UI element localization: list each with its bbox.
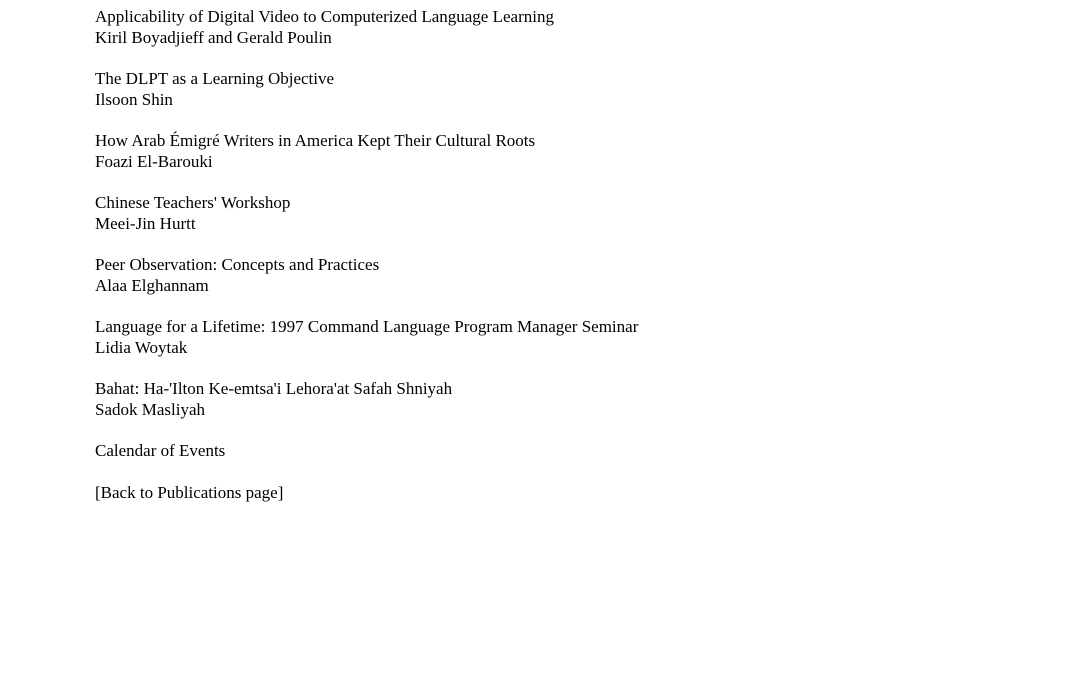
list-item <box>95 378 995 420</box>
calendar-of-events-link[interactable]: Calendar of Events <box>95 441 226 460</box>
list-item <box>95 254 995 296</box>
back-to-publications-link[interactable]: [Back to Publications page] <box>95 483 284 502</box>
list-item <box>95 316 995 358</box>
article-title-link[interactable]: Peer Observation: Concepts and Practices <box>95 255 380 274</box>
article-author: Meei-Jin Hurtt <box>95 214 196 233</box>
list-item <box>95 68 995 110</box>
list-item <box>95 130 995 172</box>
article-author: Ilsoon Shin <box>95 90 173 109</box>
article-author: Lidia Woytak <box>95 338 188 357</box>
article-title-link[interactable]: Applicability of Digital Video to Computerized Language Learning <box>95 7 554 26</box>
article-author: Kiril Boyadjieff and Gerald Poulin <box>95 28 332 47</box>
list-item <box>95 192 995 234</box>
article-title-link[interactable]: The DLPT as a Learning Objective <box>95 69 335 88</box>
list-item <box>95 6 995 48</box>
article-author: Foazi El-Barouki <box>95 152 213 171</box>
article-list <box>95 6 995 524</box>
article-author: Sadok Masliyah <box>95 400 206 419</box>
article-title-link[interactable]: How Arab Émigré Writers in America Kept Their Cultural Roots <box>95 131 536 150</box>
article-title-link[interactable]: Chinese Teachers' Workshop <box>95 193 291 212</box>
article-title-link[interactable]: Bahat: Ha-'Ilton Ke-emtsa'i Lehora'at Safah Shniyah <box>95 379 453 398</box>
article-author: Alaa Elghannam <box>95 276 209 295</box>
article-title-link[interactable]: Language for a Lifetime: 1997 Command Language Program Manager Seminar <box>95 317 639 336</box>
